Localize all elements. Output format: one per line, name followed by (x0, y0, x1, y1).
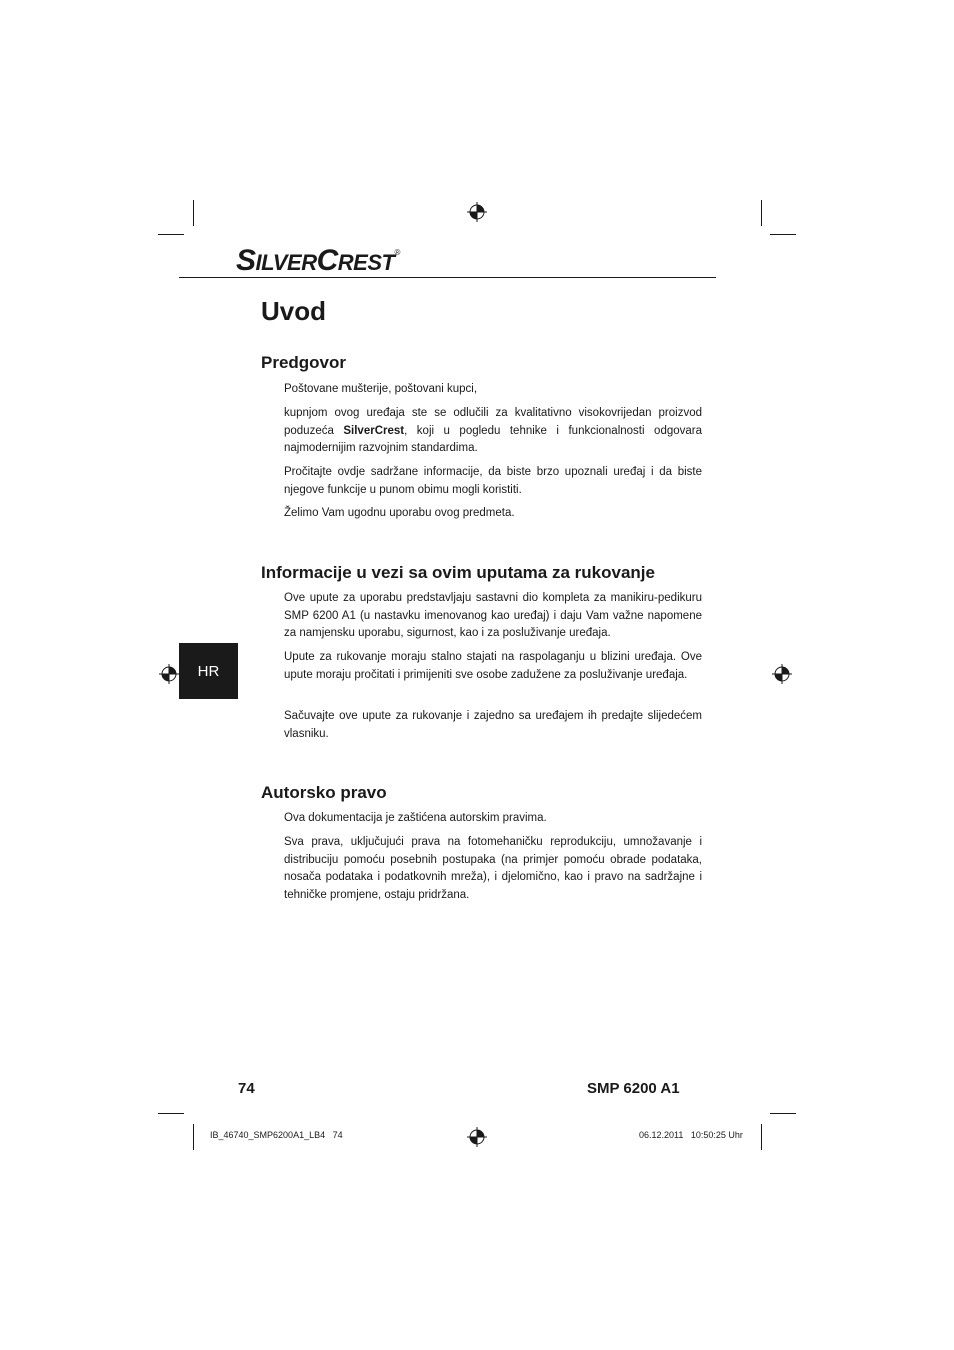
crop-mark (158, 234, 184, 235)
paragraph: Ova dokumentacija je zaštićena autorskim pravima. (284, 812, 547, 824)
crop-mark (761, 1124, 762, 1150)
registration-mark-icon (772, 664, 792, 684)
silvercrest-logo (236, 244, 400, 278)
crop-mark (158, 1113, 184, 1114)
print-slug-right: 06.12.2011 10:50:25 Uhr (639, 1130, 743, 1140)
crop-mark (761, 200, 762, 226)
language-tab: HR (179, 643, 238, 699)
header-rule (179, 277, 716, 278)
crop-mark (193, 200, 194, 226)
paragraph: Sačuvajte ove upute za rukovanje i zajedno sa uređajem ih predajte slijedećem vlasniku. (284, 710, 702, 740)
paragraph: Poštovane mušterije, poštovani kupci, (284, 383, 478, 395)
crop-mark (193, 1124, 194, 1150)
logo-letters: REST (337, 250, 395, 275)
page-title: Uvod (261, 296, 326, 326)
crop-mark (770, 1113, 796, 1114)
logo-letter: S (236, 244, 256, 277)
print-slug-left: IB_46740_SMP6200A1_LB4 74 (210, 1130, 343, 1140)
paragraph: Pročitajte ovdje sadržane informacije, da biste brzo upoznali uređaj i da biste njegove funkcije u punom obimu mogli koristiti. (284, 466, 702, 496)
crop-mark (770, 234, 796, 235)
logo-letter: C (316, 244, 338, 277)
registration-mark-icon (467, 202, 487, 222)
paragraph-text: kupnjom ovog uređaja ste se odlučili za kvalitativno visokovrijedan proizvod poduzeća (284, 407, 702, 437)
section-heading: Informacije u vezi sa ovim uputama za rukovanje (261, 563, 655, 582)
paragraph-text: , koji u pogledu tehnike i funkcionalnosti odgovara najmodernijim razvojnim standardima. (284, 424, 702, 454)
paragraph: Ove upute za uporabu predstavljaju sastavni dio kompleta za manikiru-pedikuru SMP 6200 A1 (u nastavku imenovanog kao uređaj) i daju Vam važne napomene za namjensku uporabu, sigurnost, kao i za posluživanje uređaja. (284, 592, 702, 639)
paragraph: Upute za rukovanje moraju stalno stajati na raspolaganju u blizini uređaja. Ove upute moraju pročitati i primijeniti sve osobe zadužene za posluživanje uređaja. (284, 651, 702, 681)
section-heading: Autorsko pravo (261, 783, 387, 802)
registration-mark-icon (467, 1127, 487, 1147)
paragraph (284, 405, 702, 458)
model-name: SMP 6200 A1 (587, 1080, 680, 1097)
paragraph: Sva prava, uključujući prava na fotomehaničku reprodukciju, umnožavanje i distribuciju pomoću posebnih postupaka (na primjer pomoću obrade podataka, nosača podataka i podatkovnih mreža), i djelomično, kao i pravo na sadržajne i tehničke promjene, ostaju pridržana. (284, 836, 702, 901)
logo-letters: ILVER (255, 250, 317, 275)
registration-mark-icon (159, 664, 179, 684)
brand-name: SilverCrest (343, 424, 405, 437)
section-heading: Predgovor (261, 353, 347, 372)
page-number: 74 (238, 1080, 255, 1097)
registered-mark: ® (394, 248, 400, 257)
paragraph: Želimo Vam ugodnu uporabu ovog predmeta. (284, 507, 515, 519)
